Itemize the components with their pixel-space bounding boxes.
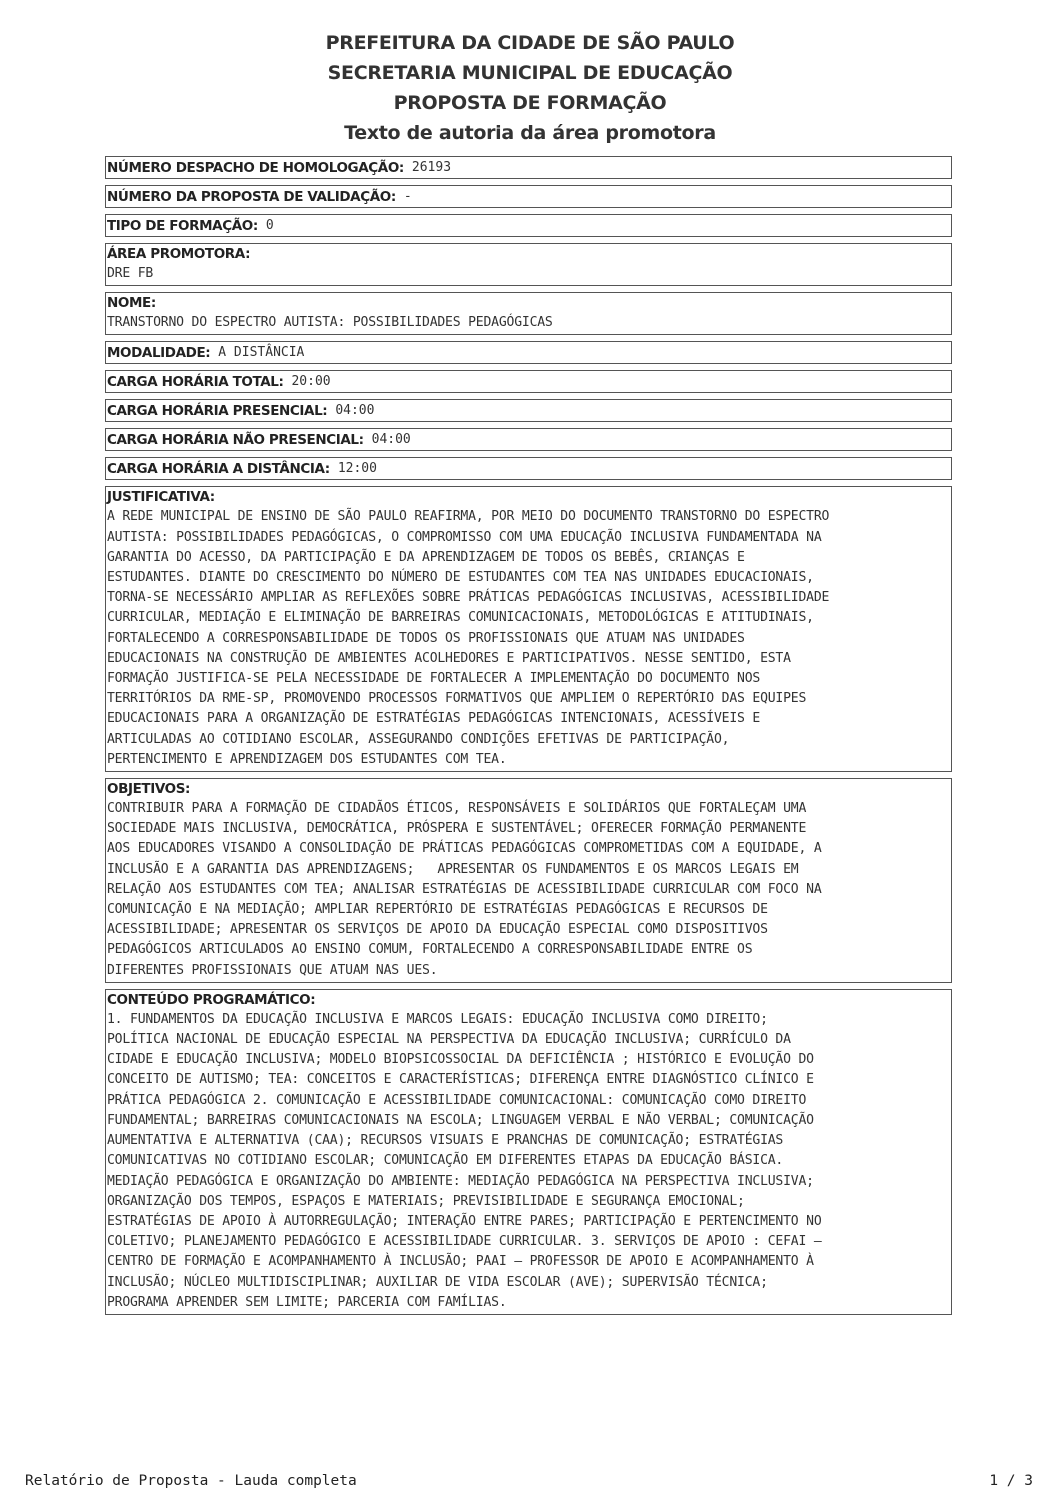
field-value: TRANSTORNO DO ESPECTRO AUTISTA: POSSIBILIDADES PEDAGÓGICAS [107,315,553,331]
header-prefeitura: PREFEITURA DA CIDADE DE SÃO PAULO [325,32,735,54]
field-conteudo-programatico [105,989,952,1315]
field-label: CONTEÚDO PROGRAMÁTICO: [107,991,316,1008]
field-carga-distancia [105,457,952,480]
field-label: JUSTIFICATIVA: [107,489,215,506]
header-secretaria: SECRETARIA MUNICIPAL DE EDUCAÇÃO [327,62,733,84]
field-proposta-validacao [105,185,952,208]
field-label: CARGA HORÁRIA A DISTÂNCIA: [107,460,330,477]
field-despacho [105,156,952,179]
footer-report-title: Relatório de Proposta - Lauda completa [25,1473,357,1489]
field-label: CARGA HORÁRIA TOTAL: [107,373,284,390]
field-label: OBJETIVOS: [107,781,191,798]
field-value: 20:00 [291,374,331,390]
field-label: NOME: [107,295,156,312]
document-header [0,28,1060,148]
field-value: A REDE MUNICIPAL DE ENSINO DE SÃO PAULO REAFIRMA, POR MEIO DO DOCUMENTO TRANSTORNO DO ESPECTRO AUTISTA: POSSIBILIDADES PEDAGÓGICAS, O COMPROMISSO COM UMA EDUCAÇÃO INCLUSIVA FUNDAMENTADA NA GARANTIA DO ACESSO, DA PARTICIPAÇÃO E DA APRENDIZAGEM DE TODOS OS BEBÊS, CRIANÇAS E ESTUDANTES. DIANTE DO CRESCIMENTO DO NÚMERO DE ESTUDANTES COM TEA NAS UNIDADES EDUCACIONAIS, TORNA-SE NECESSÁRIO AMPLIAR AS REFLEXÕES SOBRE PRÁTICAS PEDAGÓGICAS INCLUSIVAS, ACESSIBILIDADE CURRICULAR, MEDIAÇÃO E ELIMINAÇÃO DE BARREIRAS COMUNICACIONAIS, METODOLÓGICAS E ATITUDINAIS, FORTALECENDO A CORRESPONSABILIDADE DE TODOS OS PROFISSIONAIS QUE ATUAM NAS UNIDADES EDUCACIONAIS NA CONSTRUÇÃO DE AMBIENTES ACOLHEDORES E PARTICIPATIVOS. NESSE SENTIDO, ESTA FORMAÇÃO JUSTIFICA-SE PELA NECESSIDADE DE FORTALECER A IMPLEMENTAÇÃO DO DOCUMENTO NOS TERRITÓRIOS DA RME-SP, PROMOVENDO PROCESSOS FORMATIVOS QUE AMPLIEM O REPERTÓRIO DAS EQUIPES EDUCACIONAIS PARA A ORGANIZAÇÃO DE ESTRATÉGIAS PEDAGÓGICAS INTENCIONAIS, ACESSÍVEIS E ARTICULADAS AO COTIDIANO ESCOLAR, ASSEGURANDO CONDIÇÕES EFETIVAS DE PARTICIPAÇÃO, PERTENCIMENTO E APRENDIZAGEM DOS ESTUDANTES COM TEA. [107,509,830,767]
field-value: CONTRIBUIR PARA A FORMAÇÃO DE CIDADÃOS ÉTICOS, RESPONSÁVEIS E SOLIDÁRIOS QUE FORTALEÇAM UMA SOCIEDADE MAIS INCLUSIVA, DEMOCRÁTICA, PRÓSPERA E SUSTENTÁVEL; OFERECER FORMAÇÃO PERMANENTE AOS EDUCADORES VISANDO A CONSOLIDAÇÃO DE PRÁTICAS PEDAGÓGICAS COMPROMETIDAS COM A EQUIDADE, A INCLUSÃO E A GARANTIA DAS APRENDIZAGENS; APRESENTAR OS FUNDAMENTOS E OS MARCOS LEGAIS EM RELAÇÃO AOS ESTUDANTES COM TEA; ANALISAR ESTRATÉGIAS DE ACESSIBILIDADE CURRICULAR COM FOCO NA COMUNICAÇÃO E NA MEDIAÇÃO; AMPLIAR REPERTÓRIO DE ESTRATÉGIAS PEDAGÓGICAS E RECURSOS DE ACESSIBILIDADE; APRESENTAR OS SERVIÇOS DE APOIO DA EDUCAÇÃO ESPECIAL COMO DISPOSITIVOS PEDAGÓGICOS ARTICULADOS AO ENSINO COMUM, FORTALECENDO A CORRESPONSABILIDADE ENTRE OS DIFERENTES PROFISSIONAIS QUE ATUAM NAS UES. [107,801,822,978]
field-value: 04:00 [371,432,411,448]
field-value: 12:00 [337,461,377,477]
header-autoria: Texto de autoria da área promotora [344,122,716,144]
field-value: 04:00 [335,403,375,419]
header-proposta: PROPOSTA DE FORMAÇÃO [393,92,667,114]
field-value: 0 [265,218,274,233]
field-label: MODALIDADE: [107,344,211,361]
page-number: 1 / 3 [989,1473,1033,1489]
form-fields [105,156,952,1321]
field-modalidade [105,341,952,364]
field-carga-total [105,370,952,393]
field-value: - [403,189,412,204]
field-value: 1. FUNDAMENTOS DA EDUCAÇÃO INCLUSIVA E MARCOS LEGAIS: EDUCAÇÃO INCLUSIVA COMO DIREITO; POLÍTICA NACIONAL DE EDUCAÇÃO ESPECIAL NA PERSPECTIVA DA EDUCAÇÃO INCLUSIVA; CURRÍCULO DA CIDADE E EDUCAÇÃO INCLUSIVA; MODELO BIOPSICOSSOCIAL DA DEFICIÊNCIA ; HISTÓRICO E EVOLUÇÃO DO CONCEITO DE AUTISMO; TEA: CONCEITOS E CARACTERÍSTICAS; DIFERENÇA ENTRE DIAGNÓSTICO CLÍNICO E PRÁTICA PEDAGÓGICA 2. COMUNICAÇÃO E ACESSIBILIDADE COMUNICACIONAL: COMUNICAÇÃO COMO DIREITO FUNDAMENTAL; BARREIRAS COMUNICACIONAIS NA ESCOLA; LINGUAGEM VERBAL E NÃO VERBAL; COMUNICAÇÃO AUMENTATIVA E ALTERNATIVA (CAA); RECURSOS VISUAIS E PRANCHAS DE COMUNICAÇÃO; ESTRATÉGIAS COMUNICATIVAS NO COTIDIANO ESCOLAR; COMUNICAÇÃO EM DIFERENTES ETAPAS DA EDUCAÇÃO BÁSICA. MEDIAÇÃO PEDAGÓGICA E ORGANIZAÇÃO DO AMBIENTE: MEDIAÇÃO PEDAGÓGICA NA PERSPECTIVA INCLUSIVA; ORGANIZAÇÃO DOS TEMPOS, ESPAÇOS E MATERIAIS; PREVISIBILIDADE E SEGURANÇA EMOCIONAL; ESTRATÉGIAS DE APOIO À AUTORREGULAÇÃO; INTERAÇÃO ENTRE PARES; PARTICIPAÇÃO E PERTENCIMENTO NO COLETIVO; PLANEJAMENTO PEDAGÓGICO E ACESSIBILIDADE CURRICULAR. 3. SERVIÇOS DE APOIO : CEFAI — CENTRO DE FORMAÇÃO E ACOMPANHAMENTO À INCLUSÃO; PAAI — PROFESSOR DE APOIO E ACOMPANHAMENTO À INCLUSÃO; NÚCLEO MULTIDISCIPLINAR; AUXILIAR DE VIDA ESCOLAR (AVE); SUPERVISÃO TÉCNICA; PROGRAMA APRENDER SEM LIMITE; PARCERIA COM FAMÍLIAS. [107,1011,822,1310]
field-value: A DISTÂNCIA [218,345,305,361]
field-label: TIPO DE FORMAÇÃO: [107,217,258,234]
field-objetivos [105,778,952,983]
field-nome [105,292,952,335]
page-footer [25,1473,1033,1489]
field-carga-nao-presencial [105,428,952,451]
field-label: CARGA HORÁRIA NÃO PRESENCIAL: [107,431,364,448]
field-justificativa [105,486,952,772]
field-label: NÚMERO DESPACHO DE HOMOLOGAÇÃO: [107,159,404,176]
field-value: 26193 [411,160,452,175]
field-area-promotora [105,243,952,286]
field-tipo-formacao [105,214,952,237]
field-carga-presencial [105,399,952,422]
field-value: DRE FB [107,266,154,281]
field-label: ÁREA PROMOTORA: [107,246,251,262]
field-label: CARGA HORÁRIA PRESENCIAL: [107,402,328,419]
field-label: NÚMERO DA PROPOSTA DE VALIDAÇÃO: [107,188,396,205]
